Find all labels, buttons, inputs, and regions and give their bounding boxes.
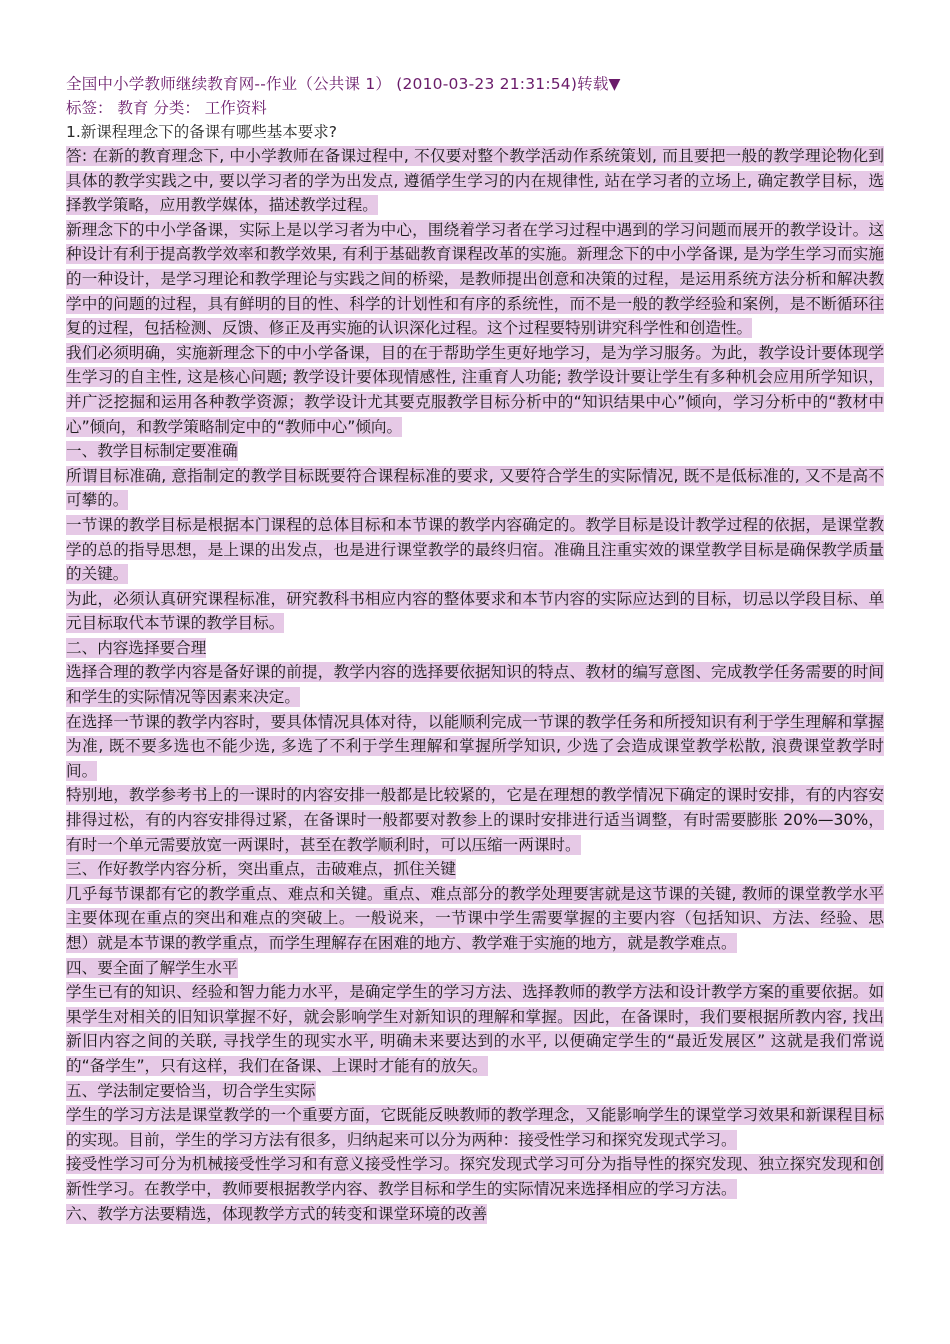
paragraph-6 bbox=[66, 587, 884, 636]
paragraph-2 bbox=[66, 218, 884, 341]
paragraph-7-text: 选择合理的教学内容是备好课的前提，教学内容的选择要依据知识的特点、教材的编写意图、完成教学任务需要的时间和学生的实际情况等因素来决定。 bbox=[66, 663, 884, 707]
paragraph-4 bbox=[66, 464, 884, 513]
section-heading-6 bbox=[66, 1202, 884, 1227]
section-heading-2 bbox=[66, 636, 884, 661]
paragraph-4-text: 所谓目标准确, 意指制定的教学目标既要符合课程标准的要求, 又要符合学生的实际情况, 既不是低标准的, 又不是高不可攀的。 bbox=[66, 466, 884, 510]
paragraph-7 bbox=[66, 660, 884, 709]
paragraph-12-text: 学生的学习方法是课堂教学的一个重要方面，它既能反映教师的教学理念，又能影响学生的课堂学习效果和新课程目标的实现。目前，学生的学习方法有很多，归纳起来可以分为两种：接受性学习和探究发现式学习。 bbox=[66, 1106, 884, 1149]
paragraph-10 bbox=[66, 882, 884, 956]
paragraph-11-text: 学生已有的知识、经验和智力能力水平，是确定学生的学习方法、选择教师的教学方法和设计教学方案的重要依据。如果学生对相关的旧知识掌握不好，就会影响学生对新知识的理解和掌握。因此，在备课时，我们要根据所教内容, 找出新旧内容之间的关联, 寻找学生的现实水平, 明确未来要达到的水平, 以便确定学生的“最近发展区” 这就是我们常说的“备学生”，只有这样，我们在备课、上课时才能有的放矢。 bbox=[66, 983, 884, 1075]
section-heading-1-text: 一、教学目标制定要准确 bbox=[66, 442, 238, 461]
paragraph-6-text: 为此，必须认真研究课程标准，研究教科书相应内容的整体要求和本节内容的实际应达到的目标，切忌以学段目标、单元目标取代本节课的教学目标。 bbox=[66, 589, 884, 633]
paragraph-3-text: 我们必须明确，实施新理念下的中小学备课，目的在于帮助学生更好地学习，是为学习服务。为此，教学设计要体现学生学习的自主性, 这是核心问题; 教学设计要体现情感性, 注重育人功能; 教学设计要让学生有多种机会应用所学知识，并广泛挖掘和运用各种教学资源；教学设计尤其要克服教学目标分析中的“知识结果中心”倾向，学习分析中的“教材中心”倾向，和教学策略制定中的“教师中心”倾向。 bbox=[66, 343, 884, 436]
paragraph-12 bbox=[66, 1103, 884, 1152]
paragraph-10-text: 几乎每节课都有它的教学重点、难点和关键。重点、难点部分的教学处理要害就是这节课的关键, 教师的课堂教学水平主要体现在重点的突出和难点的突破上。一般说来，一节课中学生需要掌握的主要内容（包括知识、方法、经验、思想）就是本节课的教学重点，而学生理解存在困难的地方、教学难于实施的地方，就是教学难点。 bbox=[66, 884, 884, 952]
section-heading-3 bbox=[66, 857, 884, 882]
section-heading-4-text: 四、要全面了解学生水平 bbox=[66, 958, 238, 977]
answer-paragraph-1-text: 答: 在新的教育理念下, 中小学教师在备课过程中, 不仅要对整个教学活动作系统策划, 而且要把一般的教学理论物化到具体的教学实践之中, 要以学习者的学为出发点, 遵循学生学习的内在规律性, 站在学习者的立场上, 确定教学目标，选择教学策略，应用教学媒体，描述教学过程。 bbox=[66, 147, 884, 215]
section-heading-5 bbox=[66, 1079, 884, 1104]
paragraph-3 bbox=[66, 341, 884, 439]
section-heading-6-text: 六、教学方法要精选，体现教学方式的转变和课堂环境的改善 bbox=[66, 1204, 488, 1223]
tags-category-line: 标签： 教育 分类： 工作资料 bbox=[66, 99, 267, 117]
section-heading-5-text: 五、学法制定要恰当，切合学生实际 bbox=[66, 1081, 316, 1100]
paragraph-5-text: 一节课的教学目标是根据本门课程的总体目标和本节课的教学内容确定的。教学目标是设计教学过程的依据，是课堂教学的总的指导思想，是上课的出发点，也是进行课堂教学的最终归宿。准确且注重实效的课堂教学目标是确保教学质量的关键。 bbox=[66, 515, 884, 584]
document-title: 全国中小学教师继续教育网--作业（公共课 1） (2010-03-23 21:31:54)转载▼ bbox=[66, 75, 621, 93]
answer-paragraph-1 bbox=[66, 144, 884, 218]
paragraph-8-text: 在选择一节课的教学内容时，要具体情况具体对待，以能顺利完成一节课的教学任务和所授知识有利于学生理解和掌握为准, 既不要多选也不能少选, 多选了不利于学生理解和掌握所学知识, 少选了会造成课堂教学松散, 浪费课堂教学时间。 bbox=[66, 712, 884, 780]
section-heading-1 bbox=[66, 439, 884, 464]
paragraph-9 bbox=[66, 783, 884, 857]
section-heading-2-text: 二、内容选择要合理 bbox=[66, 638, 207, 657]
section-heading-3-text: 三、作好教学内容分析，突出重点，击破难点，抓住关键 bbox=[66, 860, 456, 879]
paragraph-8 bbox=[66, 710, 884, 784]
section-heading-4 bbox=[66, 956, 884, 981]
paragraph-5 bbox=[66, 513, 884, 587]
paragraph-13-text: 接受性学习可分为机械接受性学习和有意义接受性学习。探究发现式学习可分为指导性的探究发现、独立探究发现和创新性学习。在教学中，教师要根据教学内容、教学目标和学生的实际情况来选择相应的学习方法。 bbox=[66, 1155, 884, 1198]
paragraph-2-text: 新理念下的中小学备课，实际上是以学习者为中心，围绕着学习者在学习过程中遇到的学习问题而展开的教学设计。这种设计有利于提高教学效率和教学效果, 有利于基础教育课程改革的实施。新理念下的中小学备课, 是为学生学习而实施的一种设计，是学习理论和教学理论与实践之间的桥梁，是教师提出创意和决策的过程，是运用系统方法分析和解决教学中的问题的过程，具有鲜明的目的性、科学的计划性和有序的系统性，而不是一般的教学经验和案例，是不断循环往复的过程，包括检测、反馈、修正及再实施的认识深化过程。这个过程要特别讲究科学性和创造性。 bbox=[66, 220, 884, 338]
paragraph-11 bbox=[66, 980, 884, 1078]
question-heading: 1.新课程理念下的备课有哪些基本要求? bbox=[66, 123, 338, 141]
paragraph-9-text: 特别地，教学参考书上的一课时的内容安排一般都是比较紧的，它是在理想的教学情况下确定的课时安排，有的内容安排得过松，有的内容安排得过紧，在备课时一般都要对教参上的课时安排进行适当调整，有时需要膨胀 20%—30%，有时一个单元需要放宽一两课时，甚至在教学顺利时，可以压缩一两课时。 bbox=[66, 786, 884, 854]
paragraph-13 bbox=[66, 1152, 884, 1201]
